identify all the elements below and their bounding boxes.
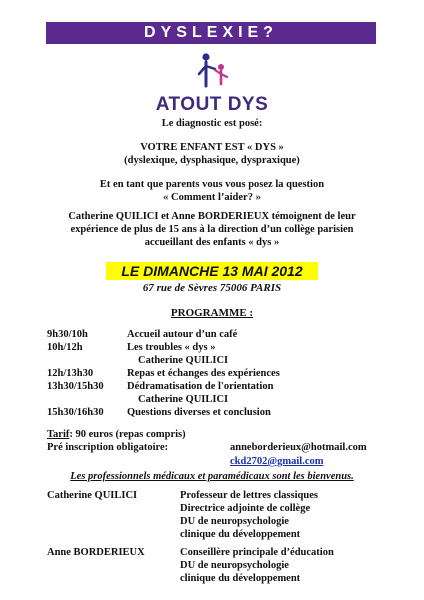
programme-activity: Repas et échanges des expériences bbox=[127, 368, 280, 379]
testimony-line-1: Catherine QUILICI et Anne BORDERIEUX témoignent de leur bbox=[68, 211, 356, 222]
presenter-role: Conseillère principale d’éducation bbox=[180, 547, 334, 558]
presenter-role: DU de neuropsychologie bbox=[180, 516, 289, 527]
programme-time: 12h/13h30 bbox=[47, 368, 94, 379]
brand-name: ATOUT DYS bbox=[155, 94, 269, 115]
child-line-2: (dyslexique, dysphasique, dyspraxique) bbox=[124, 155, 300, 166]
title-banner bbox=[46, 22, 376, 44]
programme-time: 10h/12h bbox=[47, 342, 83, 353]
programme-time: 9h30/10h bbox=[47, 329, 88, 340]
programme-activity: Catherine QUILICI bbox=[138, 355, 229, 366]
presenter-role: clinique du développement bbox=[180, 573, 301, 584]
programme-activity: Catherine QUILICI bbox=[138, 394, 229, 405]
presenter-role: DU de neuropsychologie bbox=[180, 560, 289, 571]
programme-activity: Accueil autour d’un café bbox=[127, 329, 238, 340]
programme-time: 13h30/15h30 bbox=[47, 381, 104, 392]
tarif-label: Tarif bbox=[47, 429, 70, 440]
event-address: 67 rue de Sèvres 75006 PARIS bbox=[142, 282, 282, 294]
programme-activity: Les troubles « dys » bbox=[127, 342, 216, 353]
email-contact-1[interactable]: anneborderieux@hotmail.com bbox=[230, 442, 367, 453]
presenter-role: clinique du développement bbox=[180, 529, 301, 540]
preinscription-label: Pré inscription obligatoire: bbox=[47, 442, 169, 453]
welcome-line: Les professionnels médicaux et paramédicaux sont les bienvenus. bbox=[70, 471, 354, 482]
event-date: LE DIMANCHE 13 MAI 2012 bbox=[121, 263, 303, 279]
question-line-1: Et en tant que parents vous vous posez la question bbox=[99, 179, 325, 190]
testimony-line-2: expérience de plus de 15 ans à la direction d’un collège parisien bbox=[70, 224, 354, 235]
diagnostic-line: Le diagnostic est posé: bbox=[161, 118, 263, 129]
programme-title: PROGRAMME : bbox=[170, 307, 254, 319]
tarif-line bbox=[47, 428, 186, 441]
banner-title: DYSLEXIE? bbox=[144, 24, 278, 41]
presenter-role: Professeur de lettres classiques bbox=[180, 490, 318, 501]
presenter-role: Directrice adjointe de collège bbox=[180, 503, 311, 514]
programme-activity: Dédramatisation de l'orientation bbox=[127, 381, 274, 392]
presenter-name: Catherine QUILICI bbox=[47, 490, 138, 501]
tarif-value: : 90 euros (repas compris) bbox=[69, 429, 186, 440]
question-line-2: « Comment l’aider? » bbox=[163, 192, 261, 203]
child-line-1: VOTRE ENFANT EST « DYS » bbox=[140, 142, 284, 153]
email-contact-2[interactable]: ckd2702@gmail.com bbox=[230, 456, 324, 467]
presenter-name: Anne BORDERIEUX bbox=[47, 547, 145, 558]
programme-time: 15h30/16h30 bbox=[47, 407, 104, 418]
atout-dys-logo-icon bbox=[196, 52, 230, 88]
event-date-highlight bbox=[106, 262, 318, 280]
programme-activity: Questions diverses et conclusion bbox=[127, 407, 271, 418]
testimony-line-3: accueillant des enfants « dys » bbox=[144, 237, 280, 248]
